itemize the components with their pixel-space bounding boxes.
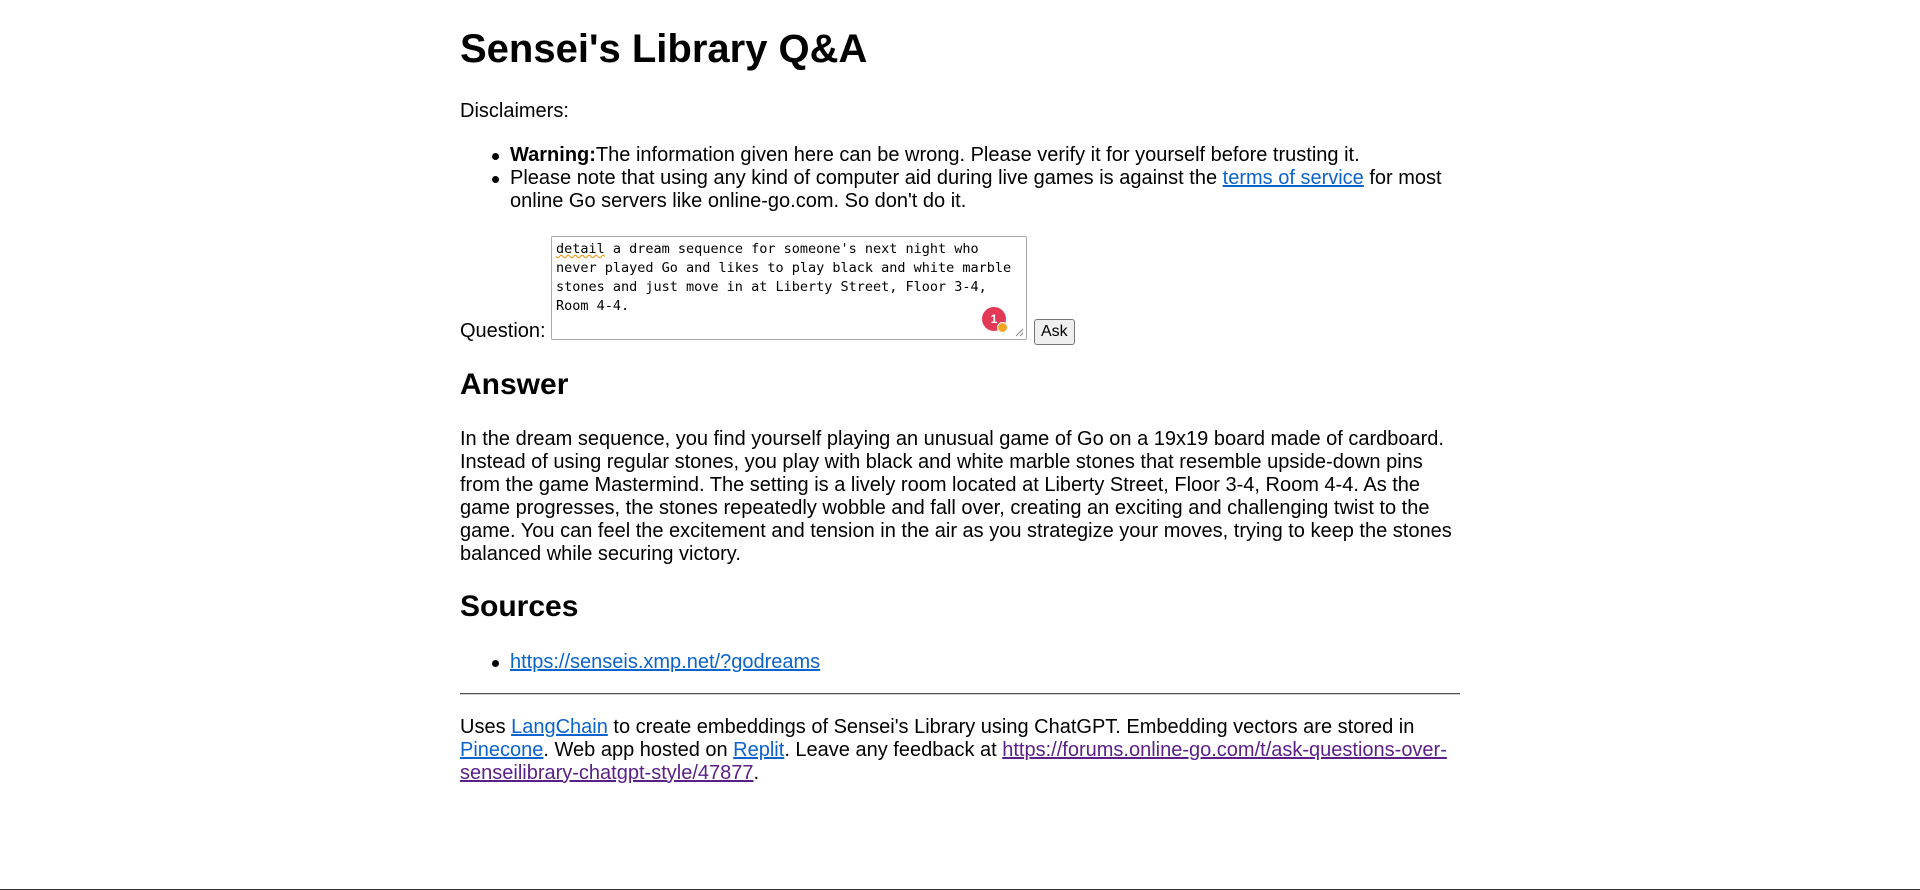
warning-label: Warning: [510, 144, 596, 166]
disclaimer-list [460, 144, 1460, 213]
resize-handle-icon[interactable] [1014, 327, 1024, 337]
disclaimers-label: Disclaimers: [460, 100, 569, 122]
footer-text-5: . [753, 762, 760, 784]
langchain-link[interactable]: LangChain [511, 716, 608, 738]
question-form [460, 236, 1160, 342]
terms-of-service-link[interactable]: terms of service [1222, 167, 1364, 189]
ask-button[interactable]: Ask [1034, 319, 1075, 345]
footer-text-4: . Leave any feedback at [784, 739, 1003, 761]
page-title: Sensei's Library Q&A [460, 27, 868, 71]
grammar-flagged-word[interactable]: detail [556, 241, 605, 257]
source-link[interactable]: https://senseis.xmp.net/?godreams [510, 651, 821, 673]
footer-text-3: . Web app hosted on [543, 739, 734, 761]
question-textarea[interactable] [551, 236, 1027, 340]
sources-heading: Sources [460, 590, 579, 623]
question-value: a dream sequence for someone's next night who never played Go and likes to play black and white marble stones and just move in at Liberty Street, Floor 3-4, Room 4-4. [556, 241, 1020, 314]
source-item [460, 651, 1460, 674]
tos-suffix: for most online Go servers like online-go.com. So don't do it. [510, 167, 1442, 212]
warning-text: The information given here can be wrong. Please verify it for yourself before trusting it. [595, 144, 1360, 166]
grammar-status-dot-icon [997, 322, 1008, 333]
tos-prefix: Please note that using any kind of computer aid during live games is against the [510, 167, 1223, 189]
footer-divider [460, 693, 1460, 695]
disclaimer-tos [460, 167, 1460, 213]
replit-link[interactable]: Replit [733, 739, 785, 761]
feedback-link[interactable]: https://forums.online-go.com/t/ask-questions-over-senseilibrary-chatgpt-style/47877 [460, 739, 1447, 784]
footer-text-2: to create embeddings of Sensei's Library using ChatGPT. Embedding vectors are stored in [607, 716, 1415, 738]
answer-text: In the dream sequence, you find yourself playing an unusual game of Go on a 19x19 board made of cardboard. Instead of using regular stones, you play with black and white marble stones that resemble upside-down pins from the game Mastermind. The setting is a lively room located at Liberty Street, Floor 3-4, Room 4-4. As the game progresses, the stones repeatedly wobble and fall over, creating an exciting and challenging twist to the game. You can feel the excitement and tension in the air as you strategize your moves, trying to keep the stones balanced while securing victory. [460, 428, 1452, 565]
disclaimer-warning [460, 144, 1460, 167]
question-text [552, 237, 1026, 319]
grammar-count: 1 [990, 312, 998, 326]
grammar-check-badge[interactable] [982, 307, 1006, 331]
answer-heading: Answer [460, 368, 569, 401]
footer [460, 716, 1460, 785]
pinecone-link[interactable]: Pinecone [460, 739, 544, 761]
question-label: Question: [460, 320, 546, 342]
sources-list [460, 651, 1460, 674]
footer-text-1: Uses [460, 716, 512, 738]
